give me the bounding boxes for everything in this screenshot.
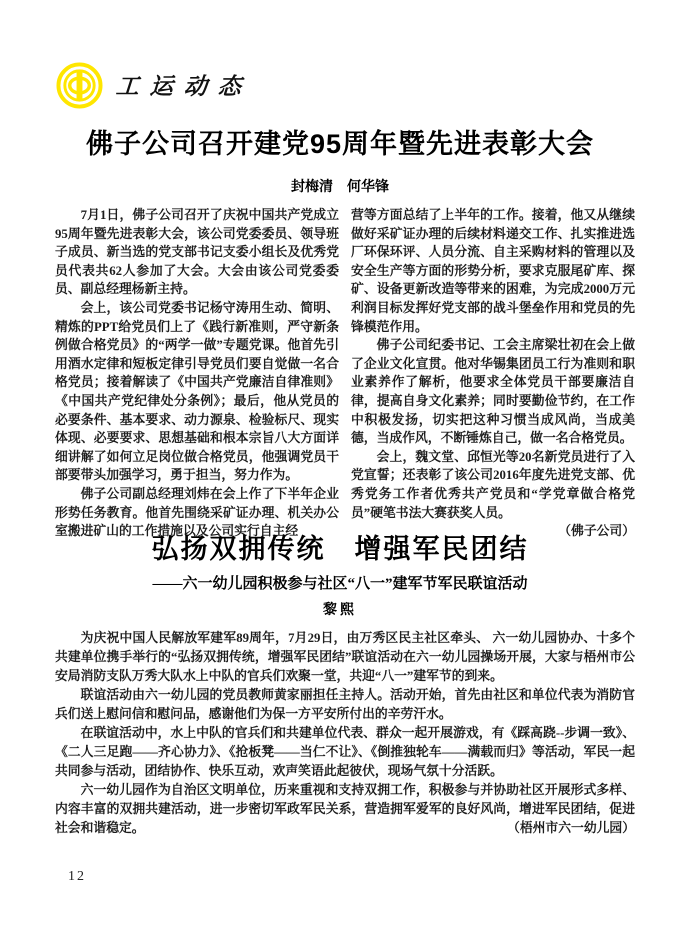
trade-union-logo-icon bbox=[56, 62, 103, 109]
article1-left-column bbox=[55, 206, 339, 541]
article2-body bbox=[55, 629, 635, 838]
article1-byline: （佛子公司） bbox=[558, 524, 635, 539]
paragraph-text: 六一幼儿园作为自治区文明单位，历来重视和支持双拥工作，积极参与并协助社区开展形式多样、内容丰富的双拥共建活动，进一步密切军政军民关系，营造拥军爱军的良好风尚，增进军民团结，促进社会和谐稳定。 bbox=[55, 783, 635, 835]
masthead-title: 工运动态 bbox=[114, 74, 253, 100]
paragraph: 会上，魏文堂、邱恒光等20名新党员进行了入党宣誓；还表彰了该公司2016年度先进党支部、优秀党务工作者优秀共产党员和“学党章做合格党员”硬笔书法大赛获奖人员。 bbox=[351, 449, 635, 520]
page-header bbox=[56, 62, 252, 109]
paragraph bbox=[55, 781, 635, 838]
paragraph: 会上，该公司党委书记杨守涛用生动、简明、精炼的PPT给党员们上了《践行新准则，严守新条例做合格党员》的“两学一做”专题党课。他首先引用酒水定律和短板定律引导党员们要自觉做一名合格党员；接着解读了《中国共产党廉洁自律准则》《中国共产党纪律处分条例》；最后，他从党员的必要条件、基本要求、动力源泉、检验标尺、现实体现、必要要求、思想基础和根本宗旨八大方面详细讲解了如何立足岗位做合格党员，他强调党员干部要带头加强学习，勇于担当，努力作为。 bbox=[55, 300, 339, 483]
article2-author: 黎熙 bbox=[323, 601, 357, 617]
article2-byline: （梧州市六一幼儿园） bbox=[507, 821, 635, 835]
paragraph: 在联谊活动中，水上中队的官兵们和共建单位代表、群众一起开展游戏，有《踩高跷--步调一致》、《二人三足跑——齐心协力》、《抢板凳——当仁不让》、《倒推独轮车——满载而归》等活动，军民一起共同参与活动，团结协作、快乐互动，欢声笑语此起彼伏，现场气氛十分活跃。 bbox=[55, 726, 635, 778]
paragraph: 为庆祝中国人民解放军建军89周年，7月29日，由万秀区民主社区牵头、 六一幼儿园协办、十多个共建单位携手举行的“弘扬双拥传统，增强军民团结”联谊活动在六一幼儿园操场开展，大家与梧州市公安局消防支队万秀大队水上中队的官兵们欢聚一堂，共迎“八一”建军节的到来。 bbox=[55, 631, 635, 683]
paragraph: 联谊活动由六一幼儿园的党员教师黄家丽担任主持人。活动开始，首先由社区和单位代表为消防官兵们送上慰问信和慰问品，感谢他们为保一方平安所付出的辛劳汗水。 bbox=[55, 688, 635, 721]
paragraph: 佛子公司纪委书记、工会主席梁壮初在会上做了企业文化宣贯。他对华锡集团员工行为准则和职业素养作了解析，他要求全体党员干部要廉洁自律，提高自身文化素养；同时要勤俭节约，在工作中积极发扬，切实把这种习惯当成风尚，当成美德，当成作风，不断锤炼自己，做一名合格党员。 bbox=[351, 338, 635, 446]
article1-title: 佛子公司召开建党95周年暨先进表彰大会 bbox=[85, 129, 595, 159]
paragraph: 营等方面总结了上半年的工作。接着，他又从继续做好采矿证办理的后续材料递交工作、扎实推进选厂环保环评、人员分流、自主采购材料的管理以及安全生产等方面的形势分析，要求克服尾矿库、探矿、设备更新改造等带来的困难，为完成2000万元利润目标发挥好党支部的战斗堡垒作用和党员的先锋模范作用。 bbox=[351, 208, 635, 334]
article1-right-column bbox=[351, 206, 635, 541]
paragraph: 佛子公司副总经理刘炜在会上作了下半年企业形势任务教育。他首先围绕采矿证办理、机关办公室搬进矿山的工作措施以及公司实行自主经 bbox=[55, 486, 339, 539]
article2-subtitle: ——六一幼儿园积极参与社区“八一”建军节军民联谊活动 bbox=[152, 576, 528, 592]
article2-title: 弘扬双拥传统 增强军民团结 bbox=[151, 534, 529, 564]
article1-authors: 封梅清 何华锋 bbox=[291, 178, 389, 194]
page-number: 12 bbox=[68, 869, 86, 884]
article1-body bbox=[55, 206, 635, 541]
paragraph: 7月1日，佛子公司召开了庆祝中国共产党成立95周年暨先进表彰大会，该公司党委委员、领导班子成员、新当选的党支部书记支委小组长及优秀党员代表共62人参加了大会。大会由该公司党委委员、副总经理杨新主持。 bbox=[55, 208, 339, 297]
